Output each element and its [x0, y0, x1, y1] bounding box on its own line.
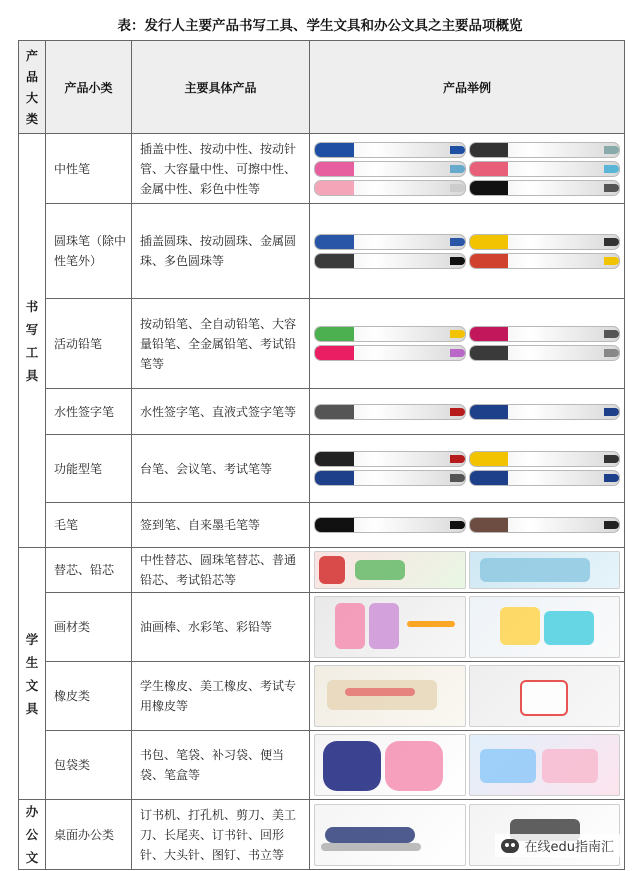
pen-image: [469, 142, 621, 158]
subcategory-cell: 画材类: [46, 593, 132, 662]
products-cell: 中性替芯、圆珠笔替芯、普通铅芯、考试铅芯等: [132, 548, 310, 593]
table-row: [19, 662, 625, 731]
category-name: 办公文: [25, 804, 39, 865]
example-images: [310, 389, 625, 435]
products-cell: 按动铅笔、全自动铅笔、大容量铅笔、全金属铅笔、考试铅笔等: [132, 299, 310, 389]
subcategory-cell: 桌面办公类: [46, 800, 132, 870]
subcategory-cell: 水性签字笔: [46, 389, 132, 435]
pen-image: [314, 234, 466, 250]
pen-image: [469, 404, 621, 420]
art-supplies-photo: [314, 596, 466, 658]
products-cell: 书包、笔袋、补习袋、便当袋、笔盒等: [132, 731, 310, 800]
products-cell: 插盖中性、按动中性、按动针管、大容量中性、可擦中性、金属中性、彩色中性等: [132, 134, 310, 204]
products-cell: 插盖圆珠、按动圆珠、金属圆珠、多色圆珠等: [132, 204, 310, 299]
products-cell: 水性签字笔、直液式签字笔等: [132, 389, 310, 435]
example-images: [310, 662, 625, 731]
wechat-icon: [501, 839, 519, 853]
example-images: [310, 548, 625, 593]
art-supplies-photo: [469, 596, 621, 658]
refill-photo: [314, 551, 466, 589]
eraser-photo: [469, 665, 621, 727]
example-images: [310, 503, 625, 548]
table-row: [19, 503, 625, 548]
example-images: [310, 593, 625, 662]
category-name: 学生文具: [25, 631, 39, 716]
pen-image: [469, 517, 621, 533]
product-table: [18, 40, 625, 870]
pen-image: [314, 470, 466, 486]
pen-image: [314, 161, 466, 177]
example-images: [310, 204, 625, 299]
example-images: [310, 134, 625, 204]
table-row: [19, 548, 625, 593]
bag-photo: [469, 734, 621, 796]
subcategory-cell: 包袋类: [46, 731, 132, 800]
products-cell: 学生橡皮、美工橡皮、考试专用橡皮等: [132, 662, 310, 731]
pen-image: [314, 451, 466, 467]
subcategory-cell: 毛笔: [46, 503, 132, 548]
pen-image: [469, 345, 621, 361]
watermark-text: 在线edu指南汇: [524, 840, 614, 855]
pen-image: [469, 470, 621, 486]
example-images: [310, 731, 625, 800]
table-row: [19, 731, 625, 800]
products-cell: 签到笔、自来墨毛笔等: [132, 503, 310, 548]
pen-image: [314, 180, 466, 196]
table-row: [19, 134, 625, 204]
table-row: [19, 389, 625, 435]
pen-image: [469, 161, 621, 177]
pen-image: [314, 142, 466, 158]
header-category: [19, 41, 46, 134]
example-images: [310, 299, 625, 389]
pen-image: [314, 404, 466, 420]
refill-photo: [469, 551, 621, 589]
subcategory-cell: 圆珠笔（除中性笔外）: [46, 204, 132, 299]
table-row: [19, 299, 625, 389]
header-category-text: 产品大类: [25, 49, 38, 126]
table-row: [19, 593, 625, 662]
watermark: [495, 834, 621, 857]
products-cell: 台笔、会议笔、考试笔等: [132, 435, 310, 503]
pen-image: [469, 180, 621, 196]
pen-image: [469, 253, 621, 269]
header-products: 主要具体产品: [132, 41, 310, 134]
stapler-photo: [314, 804, 466, 866]
category-cell: [19, 134, 46, 548]
header-row: [19, 41, 625, 134]
category-cell: [19, 800, 46, 870]
pen-image: [469, 326, 621, 342]
pen-image: [314, 253, 466, 269]
pen-image: [469, 451, 621, 467]
bag-photo: [314, 734, 466, 796]
products-cell: 油画棒、水彩笔、彩铅等: [132, 593, 310, 662]
table-row: [19, 204, 625, 299]
pen-image: [314, 326, 466, 342]
header-subcategory: 产品小类: [46, 41, 132, 134]
subcategory-cell: 橡皮类: [46, 662, 132, 731]
category-cell: [19, 548, 46, 800]
example-images: [310, 435, 625, 503]
subcategory-cell: 中性笔: [46, 134, 132, 204]
header-examples: 产品举例: [310, 41, 625, 134]
pen-image: [314, 345, 466, 361]
subcategory-cell: 功能型笔: [46, 435, 132, 503]
table-row: [19, 435, 625, 503]
pen-image: [469, 234, 621, 250]
page-title: 表：发行人主要产品书写工具、学生文具和办公文具之主要品项概览: [117, 18, 523, 34]
products-cell: 订书机、打孔机、剪刀、美工刀、长尾夹、订书针、回形针、大头针、图钉、书立等: [132, 800, 310, 870]
subcategory-cell: 活动铅笔: [46, 299, 132, 389]
eraser-photo: [314, 665, 466, 727]
pen-image: [314, 517, 466, 533]
category-name: 书写工具: [25, 298, 39, 383]
subcategory-cell: 替芯、铅芯: [46, 548, 132, 593]
